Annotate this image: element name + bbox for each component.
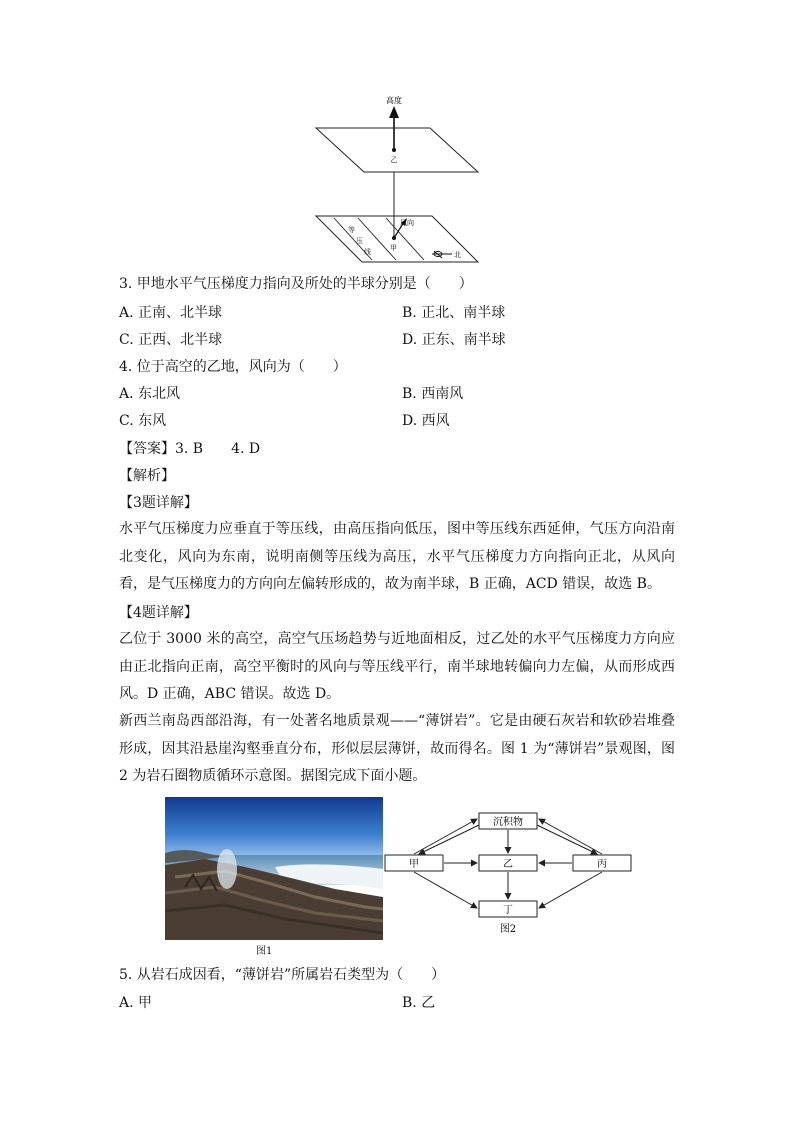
q3-option-a[interactable]: A. 正南、北半球 xyxy=(119,305,223,321)
yi-label: 乙 xyxy=(390,156,398,164)
q5-stem: 5. 从岩石成因看，“薄饼岩”所属岩石类型为（ ） xyxy=(119,967,446,983)
fig1-caption: 图1 xyxy=(256,946,273,957)
wind-label: 风向 xyxy=(400,219,414,227)
q4-stem: 4. 位于高空的乙地，风向为（ ） xyxy=(119,359,347,375)
answer-text: 3. B 4. D xyxy=(175,441,261,457)
isobar-label: 等 压 线 xyxy=(348,226,371,256)
jia-label: 甲 xyxy=(390,244,397,252)
north-label: 北 xyxy=(454,251,461,259)
q3-option-b[interactable]: B. 正北、南半球 xyxy=(402,305,506,321)
q3-stem: 3. 甲地水平气压梯度力指向及所处的半球分别是（ ） xyxy=(119,276,473,292)
label-jia: 甲 xyxy=(409,859,419,870)
pancake-rocks-photo xyxy=(165,797,383,940)
detail4-text: 乙位于 3000 米的高空，高空气压场趋势与近地面相反，过乙处的水平气压梯度力方向应由正北指向正南，高空平衡时的风向与等压线平行，南半球地转偏向力左偏，从而形成西风。D 正确，ABC 错误。故选 D。 xyxy=(119,631,675,702)
answer-label: 【答案】 xyxy=(119,441,175,457)
q4-option-d[interactable]: D. 西风 xyxy=(402,413,450,429)
height-label: 高度 xyxy=(386,96,402,105)
label-sediment: 沉积物 xyxy=(493,817,523,828)
q5-option-a[interactable]: A. 甲 xyxy=(119,995,153,1011)
label-yi: 乙 xyxy=(503,859,513,870)
q4-option-b[interactable]: B. 西南风 xyxy=(402,386,464,402)
q4-option-a[interactable]: A. 东北风 xyxy=(119,386,181,402)
height-arrow-icon xyxy=(389,106,399,118)
rock-cycle-diagram xyxy=(383,810,635,935)
q5-option-b[interactable]: B. 乙 xyxy=(402,995,436,1011)
detail4-label: 【4题详解】 xyxy=(119,605,198,621)
fig2-caption: 图2 xyxy=(499,924,517,935)
detail3-text: 水平气压梯度力应垂直于等压线，由高压指向低压，图中等压线东西延伸，气压方向沿南北变化，风向为东南，说明南侧等压线为高压，水平气压梯度力方向指向正北，从风向看，是气压梯度力的方向向左偏转形成的，故为南半球，B 正确，ACD 错误，故选 B。 xyxy=(119,521,675,592)
label-bing: 丙 xyxy=(597,859,607,870)
yi-point xyxy=(392,148,396,152)
detail3-label: 【3题详解】 xyxy=(119,495,198,511)
intro-text: 新西兰南岛西部沿海，有一处著名地质景观——“薄饼岩”。它是由硬石灰岩和软砂岩堆叠形成，因其沿悬崖沟壑垂直分布，形似层层薄饼，故而得名。图 1 为“薄饼岩”景观图，图 2 为岩石圈物质循环示意图。据图完成下面小题。 xyxy=(119,713,675,784)
answer-line xyxy=(119,440,260,458)
q3-option-c[interactable]: C. 正西、北半球 xyxy=(119,332,223,348)
q4-option-c[interactable]: C. 东风 xyxy=(119,413,167,429)
label-ding: 丁 xyxy=(503,905,513,916)
pressure-diagram xyxy=(310,92,490,267)
upper-plane xyxy=(316,128,478,172)
q3-option-d[interactable]: D. 正东、南半球 xyxy=(402,332,506,348)
analysis-label: 【解析】 xyxy=(119,468,175,484)
